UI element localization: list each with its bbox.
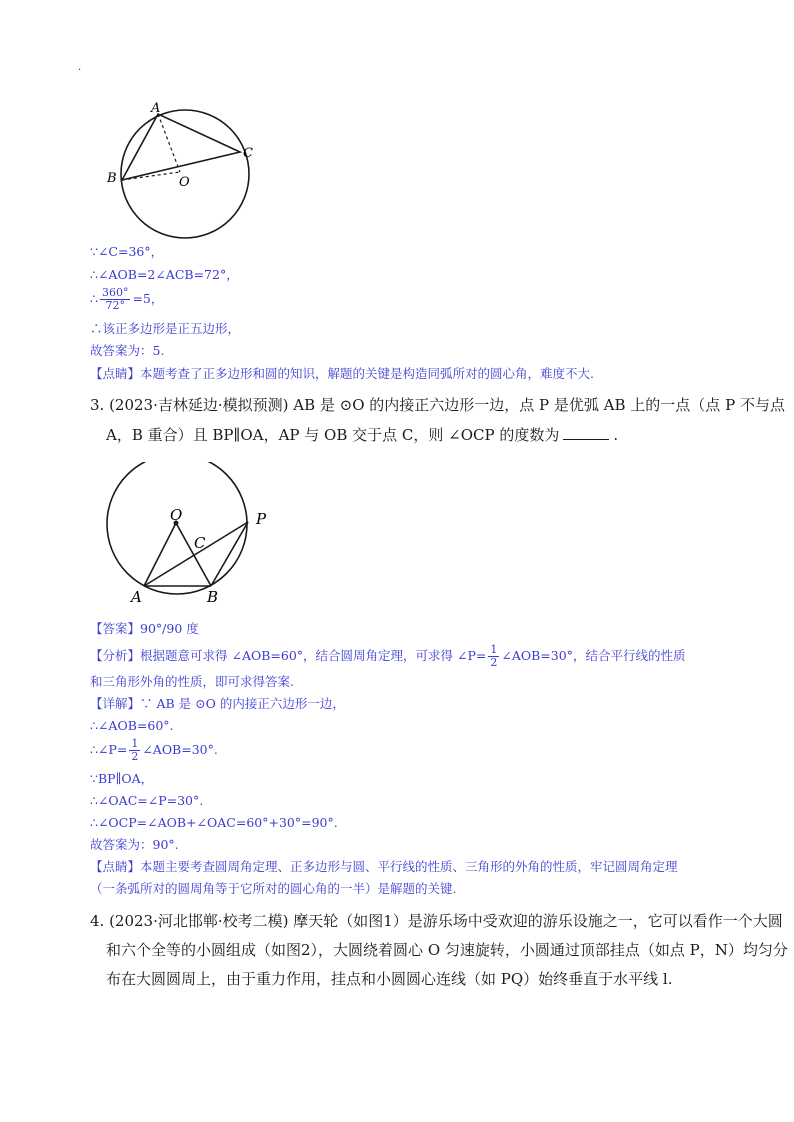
q4-line-1: 4. (2023·河北邯郸·校考二模) 摩天轮（如图1）是游乐场中受欢迎的游乐设施之一，它可以看作一个大圆 (90, 912, 783, 930)
prev-step-1: ∵∠C=36°， (90, 244, 164, 259)
q3-step-5: ∴∠OCP=∠AOB+∠OAC=60°+30°=90°. (90, 815, 338, 830)
circle-figure-2 (100, 462, 300, 614)
prev-step-2: ∴∠AOB=2∠ACB=72°， (90, 267, 239, 282)
prev-step-3: ∴ $\frac{360^\circ}{72^\circ}$ =5， (90, 286, 164, 312)
label-A: A (151, 101, 161, 116)
label-B: B (207, 588, 219, 606)
label-A: A (131, 588, 142, 606)
label-C: C (194, 534, 206, 552)
prev-step-5: 故答案为：5. (90, 343, 165, 358)
circle-figure-1 (100, 96, 270, 246)
q3-analysis-1: 【分析】根据题意可求得 ∠AOB=60°，结合圆周角定理，可求得 ∠P= $\frac{1}{2}$ ∠AOB=30°，结合平行线的性质 (90, 643, 686, 669)
label-P: P (256, 510, 267, 528)
q3-line-1: 3. (2023·吉林延边·模拟预测) AB 是 ⊙O 的内接正六边形一边，点 P 是优弧 AB 上的一点（点 P 不与点 (90, 396, 785, 414)
q3-comment-2: （一条弧所对的圆周角等于它所对的圆心角的一半）是解题的关键. (90, 881, 457, 896)
stray-dot: . (78, 62, 82, 73)
q3-detail: 【详解】∵ AB 是 ⊙O 的内接正六边形一边， (90, 696, 345, 711)
q3-step-4: ∴∠OAC=∠P=30°. (90, 793, 204, 808)
q3-step-2: ∴∠P= $\frac{1}{2}$ ∠AOB=30°. (90, 737, 218, 763)
q3-comment-1: 【点睛】本题主要考查圆周角定理、正多边形与圆、平行线的性质、三角形的外角的性质，牢记圆周角定理 (90, 859, 678, 874)
q4-line-3: 布在大圆圆周上，由于重力作用，挂点和小圆圆心连线（如 PQ）始终垂直于水平线 l. (106, 970, 673, 988)
label-O: O (179, 175, 190, 190)
q3-line-2: A，B 重合）且 BP∥OA，AP 与 OB 交于点 C，则 ∠OCP 的度数为 . (106, 426, 619, 444)
q3-step-3: ∵BP∥OA， (90, 771, 154, 786)
q3-step-6: 故答案为：90°. (90, 837, 179, 852)
prev-step-4: ∴该正多边形是正五边形， (90, 321, 241, 336)
label-O: O (170, 506, 183, 524)
q4-line-2: 和六个全等的小圆组成（如图2），大圆绕着圆心 O 匀速旋转，小圆通过顶部挂点（如点 P，N）均匀分 (106, 941, 788, 959)
q3-step-1: ∴∠AOB=60°. (90, 718, 174, 733)
label-C: C (243, 146, 253, 161)
prev-comment: 【点睛】本题考查了正多边形和圆的知识，解题的关键是构造同弧所对的圆心角，难度不大. (90, 366, 594, 381)
q3-answer: 【答案】90°/90 度 (90, 621, 199, 636)
label-B: B (107, 171, 117, 186)
answer-blank (563, 425, 609, 440)
q3-analysis-2: 和三角形外角的性质，即可求得答案. (90, 674, 294, 689)
